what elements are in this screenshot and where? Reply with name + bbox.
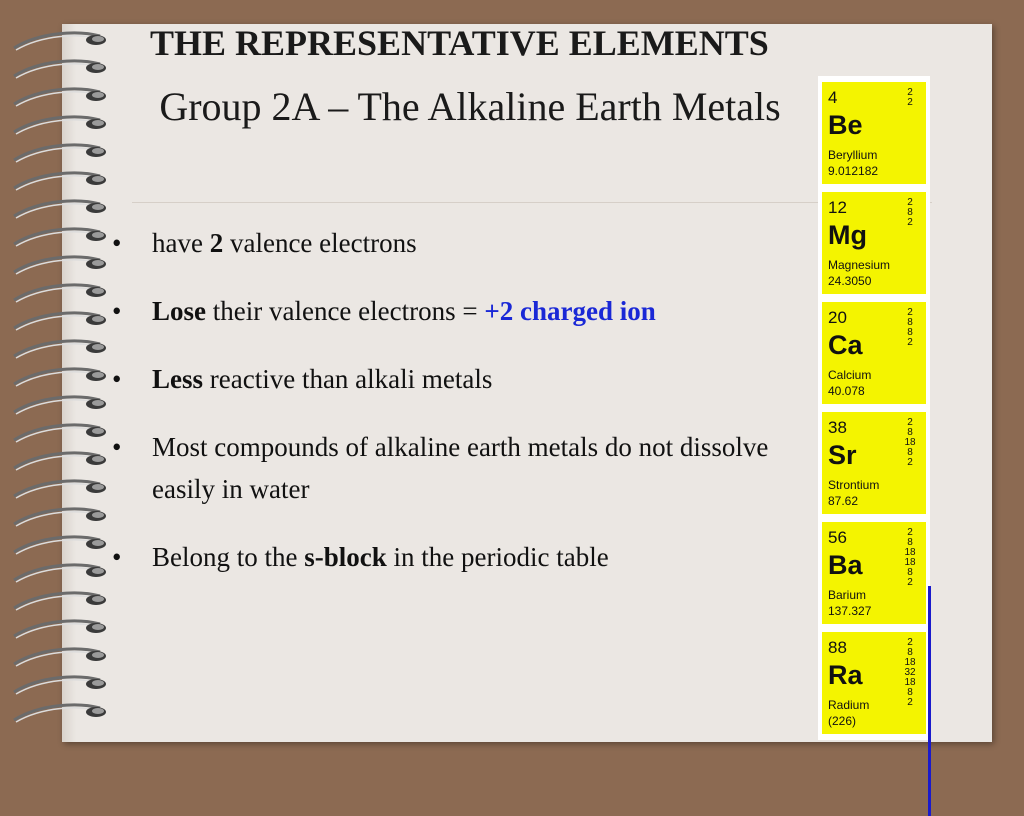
spiral-ring-icon <box>14 117 106 134</box>
atomic-number: 38 <box>828 418 847 437</box>
shell-count: 18 <box>904 437 916 448</box>
electron-shells <box>900 88 920 108</box>
shell-count: 2 <box>907 527 913 538</box>
shell-count: 8 <box>907 447 913 458</box>
spiral-binding-icon <box>0 0 130 768</box>
bullet-item <box>112 536 802 578</box>
element-cell-be <box>822 82 926 184</box>
shell-count: 8 <box>907 207 913 218</box>
spiral-ring-icon <box>14 397 106 414</box>
shell-count: 8 <box>907 567 913 578</box>
bullet-text-segment: in the periodic table <box>386 542 609 572</box>
element-symbol: Sr <box>828 440 857 470</box>
bullet-text-segment: Less <box>152 364 204 394</box>
spiral-ring-icon <box>14 145 106 162</box>
shell-count: 8 <box>907 537 913 548</box>
element-cell-mg <box>822 192 926 294</box>
bullet-item <box>112 358 802 400</box>
spiral-ring-icon <box>14 705 106 722</box>
shell-count: 8 <box>907 687 913 698</box>
bullet-item <box>112 426 802 510</box>
shell-count: 2 <box>907 637 913 648</box>
bullet-dot-icon: • <box>112 432 122 462</box>
spiral-ring-icon <box>14 509 106 526</box>
bullet-text-segment: +2 charged ion <box>484 296 656 326</box>
element-cell-ra <box>822 632 926 734</box>
bullet-item <box>112 222 802 264</box>
element-symbol: Ra <box>828 660 863 690</box>
electron-shells <box>900 198 920 228</box>
bullet-dot-icon: • <box>112 364 122 394</box>
shell-count: 18 <box>904 557 916 568</box>
bullet-text-segment: Belong to the <box>152 542 305 572</box>
electron-shells <box>900 528 920 588</box>
shell-count: 2 <box>907 577 913 588</box>
bullet-dot-icon: • <box>112 296 122 326</box>
atomic-number: 12 <box>828 198 847 217</box>
element-name: Radium <box>828 698 870 712</box>
element-cell-sr <box>822 412 926 514</box>
slide-title: THE REPRESENTATIVE ELEMENTS <box>150 23 769 63</box>
bullet-text-segment: have <box>152 228 210 258</box>
shell-count: 2 <box>907 307 913 318</box>
element-name: Barium <box>828 588 867 602</box>
spiral-ring-icon <box>14 257 106 274</box>
atomic-number: 20 <box>828 308 847 327</box>
spiral-ring-icon <box>14 649 106 666</box>
element-symbol: Ca <box>828 330 863 360</box>
bullet-text-segment: Lose <box>152 296 206 326</box>
shell-count: 8 <box>907 327 913 338</box>
shell-count: 8 <box>907 427 913 438</box>
atomic-mass: (226) <box>828 714 857 728</box>
shell-count: 2 <box>907 697 913 708</box>
spiral-ring-icon <box>14 537 106 554</box>
shell-count: 8 <box>907 317 913 328</box>
atomic-mass: 9.012182 <box>828 164 879 178</box>
spiral-ring-icon <box>14 621 106 638</box>
shell-count: 2 <box>907 197 913 208</box>
bullet-text-segment: valence electrons <box>223 228 417 258</box>
spiral-ring-icon <box>14 33 106 50</box>
electron-shells <box>900 418 920 468</box>
atomic-mass: 87.62 <box>828 494 859 508</box>
shell-count: 8 <box>907 647 913 658</box>
bullet-text-segment: 2 <box>209 228 224 258</box>
shell-count: 2 <box>907 97 913 108</box>
spiral-ring-icon <box>14 61 106 78</box>
element-name: Magnesium <box>828 258 891 272</box>
bullet-text-segment: their valence electrons = <box>206 296 485 326</box>
electron-shells <box>900 638 920 708</box>
spiral-ring-icon <box>14 89 106 106</box>
atomic-number: 88 <box>828 638 847 657</box>
element-symbol: Ba <box>828 550 863 580</box>
element-name: Strontium <box>828 478 880 492</box>
atomic-number: 4 <box>828 88 838 107</box>
bullet-text-segment: Most compounds of alkaline earth metals do not dissolve easily in water <box>152 432 769 504</box>
table-border-line <box>928 586 931 816</box>
spiral-ring-icon <box>14 313 106 330</box>
shell-count: 2 <box>907 87 913 98</box>
shell-count: 32 <box>904 667 916 678</box>
element-name: Beryllium <box>828 148 878 162</box>
bullet-list <box>112 222 802 604</box>
element-cell-ca <box>822 302 926 404</box>
bullet-text-segment: reactive than alkali metals <box>203 364 493 394</box>
spiral-ring-icon <box>14 369 106 386</box>
spiral-ring-icon <box>14 229 106 246</box>
spiral-ring-icon <box>14 593 106 610</box>
spiral-ring-icon <box>14 565 106 582</box>
bullet-dot-icon: • <box>112 228 122 258</box>
atomic-number: 56 <box>828 528 847 547</box>
shell-count: 2 <box>907 217 913 228</box>
shell-count: 2 <box>907 457 913 468</box>
element-symbol: Mg <box>828 220 867 250</box>
spiral-ring-icon <box>14 453 106 470</box>
shell-count: 18 <box>904 547 916 558</box>
atomic-mass: 24.3050 <box>828 274 872 288</box>
element-symbol: Be <box>828 110 863 140</box>
shell-count: 18 <box>904 677 916 688</box>
shell-count: 2 <box>907 337 913 348</box>
element-name: Calcium <box>828 368 872 382</box>
spiral-ring-icon <box>14 285 106 302</box>
electron-shells <box>900 308 920 348</box>
page-rule-line <box>132 202 932 203</box>
shell-count: 18 <box>904 657 916 668</box>
bullet-item <box>112 290 802 332</box>
spiral-ring-icon <box>14 173 106 190</box>
spiral-ring-icon <box>14 481 106 498</box>
atomic-mass: 137.327 <box>828 604 872 618</box>
bullet-text-segment: s-block <box>304 542 387 572</box>
slide-subtitle: Group 2A – The Alkaline Earth Metals <box>159 84 781 129</box>
spiral-ring-icon <box>14 201 106 218</box>
element-cell-ba <box>822 522 926 624</box>
spiral-ring-icon <box>14 677 106 694</box>
shell-count: 2 <box>907 417 913 428</box>
atomic-mass: 40.078 <box>828 384 865 398</box>
spiral-ring-icon <box>14 341 106 358</box>
periodic-table-group-2a <box>818 76 930 740</box>
bullet-dot-icon: • <box>112 542 122 572</box>
spiral-ring-icon <box>14 425 106 442</box>
